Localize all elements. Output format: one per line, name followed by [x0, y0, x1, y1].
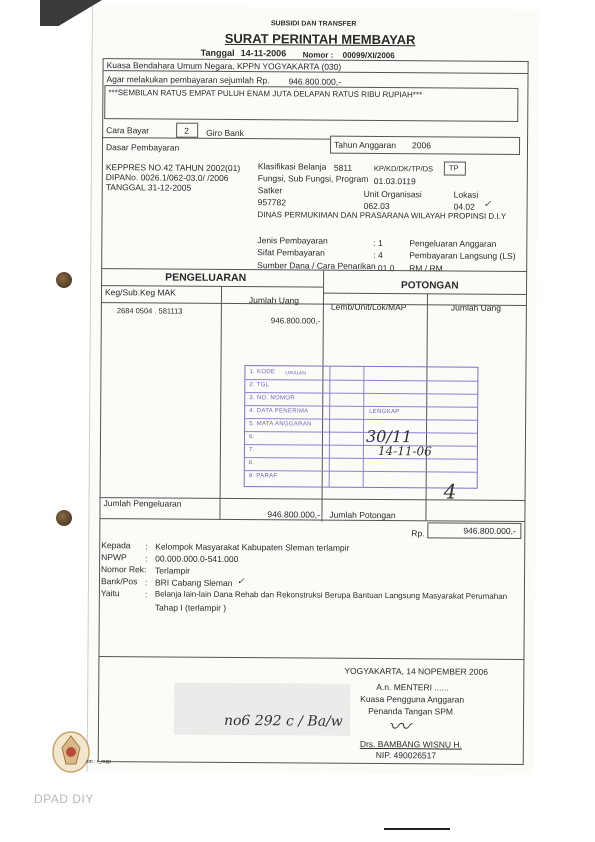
col-jumlah2-header: Jumlah Uang: [450, 302, 502, 313]
potongan-header: POTONGAN: [401, 280, 459, 292]
rek-value: Terlampir: [155, 565, 191, 576]
sumber-code: : 01.0: [373, 262, 395, 274]
row-code: 2684 0504 . 581113: [116, 306, 183, 316]
stamp-note: URAIAN: [285, 370, 307, 377]
kepada-colon: :: [145, 541, 148, 552]
col-lemb-header: Lemb/Unit/Lok/MAP: [330, 301, 407, 313]
sumber-value: RM / RM: [409, 263, 443, 274]
sign-penanda: Penanda Tangan SPM: [368, 705, 454, 717]
dasar-line2: DIPANo. 0026.1/062-03.0/ /2006: [105, 172, 229, 183]
tahun-anggaran-value: 2006: [412, 140, 431, 151]
lokasi-label: Lokasi: [453, 189, 479, 200]
sign-kuasa: Kuasa Pengguna Anggaran: [360, 693, 465, 705]
stamp-mark: LENGKAP: [369, 408, 400, 416]
dinas-name: DINAS PERMUKIMAN DAN PRASARANA WILAYAH PROPINSI D.I.Y: [257, 210, 507, 221]
klasifikasi-label: Klasifikasi Belanja: [257, 161, 327, 172]
punch-hole-bottom: [56, 510, 72, 526]
sifat-code: : 4: [373, 249, 383, 261]
stamp-row-3: 3. NO. NOMOR: [249, 395, 295, 402]
handwritten-mark: 14-11-06: [377, 444, 432, 459]
footer-small-text: sm : r_mpp: [86, 759, 112, 765]
bank-value: BRI Cabang Sleman: [154, 577, 233, 588]
dasar-line3: TANGGAL 31-12-2005: [105, 182, 192, 193]
pengeluaran-header: PENGELUARAN: [165, 271, 247, 285]
dasar-label: Dasar Pembayaran: [105, 142, 180, 153]
tahun-anggaran-label: Tahun Anggaran: [334, 139, 396, 151]
sign-name: Drs. BAMBANG WISNU H.: [359, 738, 462, 750]
col-jumlah-header: Jumlah Uang: [248, 295, 300, 306]
klasifikasi-code: 5811: [333, 162, 353, 173]
satker-value: 957782: [257, 197, 287, 208]
fungsi-label: Fungsi, Sub Fungsi, Program: [257, 173, 369, 184]
sign-nip: NIP. 490026517: [375, 749, 437, 761]
stamp-row-6: 6.: [248, 434, 255, 441]
unit-value: 062.03: [363, 200, 390, 212]
lokasi-check: ✓: [483, 199, 492, 210]
jenis-code: : 1: [373, 237, 383, 249]
kepada-label: Kepada: [101, 540, 131, 551]
cara-bayar-value: Giro Bank: [206, 127, 244, 139]
document-title: SURAT PERINTAH MEMBAYAR: [224, 30, 416, 48]
nomor-label: Nomor :: [302, 50, 334, 60]
signature-scribble: 〰: [387, 715, 411, 741]
cara-bayar-label: Cara Bayar: [106, 125, 150, 136]
watermark-text: DPAD DIY: [34, 792, 94, 806]
tp-value: TP: [448, 163, 459, 173]
stamp-row-5: 5. MATA ANGGARAN: [249, 421, 312, 428]
kuasa-line1: Kuasa Bendahara Umum Negara, KPPN YOGYAKARTA (030): [106, 60, 342, 72]
rp-label: Rp.: [411, 528, 425, 539]
stamp-row-4: 4. DATA PENERIMA: [249, 408, 309, 415]
satker-label: Satker: [257, 185, 283, 196]
col-keg-header: Keg/Sub.Keg MAK: [104, 287, 176, 298]
spm-document: [87, 6, 539, 775]
yaitu-line2: Tahap I (terlampir ): [154, 602, 227, 613]
npwp-value: 00.000.000.0-541.000: [155, 553, 239, 565]
tanggal-value: 14-11-2006: [240, 48, 287, 59]
stamp-row-9: 9. PARAF: [248, 473, 278, 480]
nomor-value: 00099/XI/2006: [342, 50, 395, 61]
rek-label: Nomor Rek:: [101, 564, 147, 575]
npwp-label: NPWP: [101, 552, 127, 563]
handwritten-check: 4: [443, 479, 457, 504]
handwritten-date: 30/11: [365, 426, 413, 447]
kuasa-line2: Agar melakukan pembayaran sejumlah Rp.: [106, 74, 270, 86]
npwp-colon: :: [145, 553, 148, 564]
punch-hole-top: [56, 272, 72, 288]
total-pengeluaran-value: 946.800.000,-: [267, 509, 320, 520]
stamp-row-1: 1. KODE: [249, 369, 276, 376]
cara-bayar-code: 2: [184, 125, 189, 136]
yaitu-line1: Belanja lain-lain Dana Rehab dan Rekonstruksi Berupa Bantuan Langsung Masyarakat Perumahan: [154, 589, 508, 601]
stamp-row-2: 2. TGL: [249, 382, 270, 389]
yaitu-label: Yaitu: [100, 588, 120, 599]
fungsi-value: 01.03.0119: [373, 175, 416, 187]
handwritten-register: no6 292 c / Ba/w: [223, 712, 343, 730]
lokasi-value: 04.02: [453, 201, 475, 212]
sifat-value: Pembayaran Langsung (LS): [409, 250, 516, 261]
verification-stamp: [244, 365, 479, 489]
kuasa-amount: 946.800.000,-: [288, 76, 341, 87]
stamp-row-8: 8.: [248, 460, 255, 467]
bank-check: ✓: [236, 577, 245, 588]
kp-label: KP/KD/DK/TP/DS: [373, 163, 434, 174]
kepada-value: Kelompok Masyarakat Kabupaten Sleman terlampir: [155, 541, 350, 553]
yaitu-colon: :: [144, 589, 148, 600]
sifat-label: Sifat Pembayaran: [257, 247, 325, 258]
row-amount: 946.800.000,-: [270, 316, 321, 326]
tanggal-label: Tanggal: [200, 47, 235, 58]
archive-seal: [50, 728, 92, 774]
total-pengeluaran-label: Jumlah Pengeluaran: [103, 498, 182, 509]
bank-colon: :: [144, 577, 148, 588]
rp-value: 946.800.000,-: [463, 525, 516, 536]
stamp-row-7: 7.: [248, 447, 255, 454]
sign-place-date: YOGYAKARTA, 14 NOPEMBER 2006: [344, 665, 489, 677]
bottom-rule: [384, 828, 450, 830]
dasar-line1: KEPPRES NO.42 TAHUN 2002(01): [105, 162, 241, 174]
jenis-label: Jenis Pembayaran: [257, 235, 328, 246]
bank-label: Bank/Pos: [100, 576, 138, 587]
terbilang-text: ***SEMBILAN RATUS EMPAT PULUH ENAM JUTA DELAPAN RATUS RIBU RUPIAH***: [108, 88, 423, 100]
unit-label: Unit Organisasi: [363, 188, 422, 200]
sign-an: A.n. MENTERI ......: [376, 682, 449, 693]
total-potongan-label: Jumlah Potongan: [329, 509, 396, 521]
subsidi-label: SUBSIDI DAN TRANSFER: [270, 20, 357, 28]
sumber-label: Sumber Dana / Cara Penarikan: [257, 260, 376, 271]
jenis-value: Pengeluaran Anggaran: [409, 238, 497, 249]
